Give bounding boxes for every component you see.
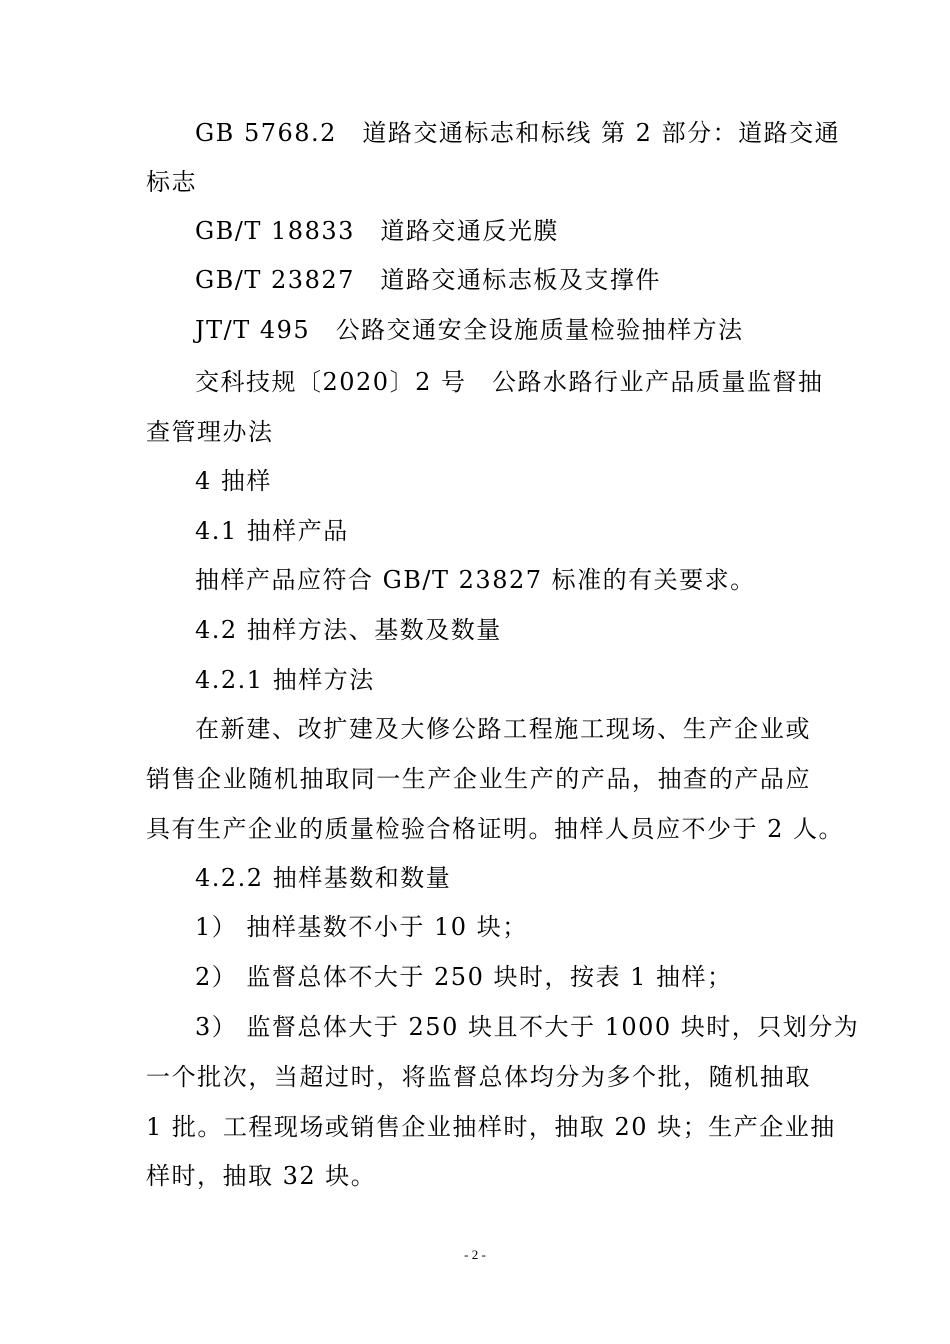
paragraph-sampling-method-line1: 在新建、改扩建及大修公路工程施工现场、生产企业或 (195, 715, 811, 743)
section-heading-4-2-1: 4.2.1 抽样方法 (195, 666, 375, 694)
section-heading-4-2-2: 4.2.2 抽样基数和数量 (195, 864, 452, 892)
list-item-3-line4: 样时，抽取 32 块。 (146, 1162, 377, 1190)
reference-gb5768-line1: GB 5768.2 道路交通标志和标线 第 2 部分：道路交通 (195, 119, 841, 147)
list-item-3-line2: 一个批次，当超过时，将监督总体均分为多个批，随机抽取 (146, 1063, 811, 1091)
paragraph-sampling-method-line2: 销售企业随机抽取同一生产企业生产的产品，抽查的产品应 (146, 765, 811, 793)
list-item-2: 2） 监督总体不大于 250 块时，按表 1 抽样； (195, 963, 733, 991)
reference-gbt23827: GB/T 23827 道路交通标志板及支撑件 (195, 266, 661, 294)
paragraph-sampling-method-line3: 具有生产企业的质量检验合格证明。抽样人员应不少于 2 人。 (146, 815, 845, 843)
page-number: - 2 - (464, 1247, 486, 1262)
reference-gbt18833: GB/T 18833 道路交通反光膜 (195, 217, 559, 245)
section-heading-4-2: 4.2 抽样方法、基数及数量 (195, 616, 502, 644)
list-item-1: 1） 抽样基数不小于 10 块； (195, 913, 528, 941)
reference-regulation-line1: 交科技规〔2020〕2 号 公路水路行业产品质量监督抽 (195, 368, 824, 396)
list-item-3-line3: 1 批。工程现场或销售企业抽样时，抽取 20 块；生产企业抽 (146, 1113, 836, 1141)
section-heading-4: 4 抽样 (195, 467, 272, 495)
reference-gb5768-line2: 标志 (146, 168, 197, 196)
reference-jtt495: JT/T 495 公路交通安全设施质量检验抽样方法 (195, 316, 744, 344)
list-item-3-line1: 3） 监督总体大于 250 块且不大于 1000 块时，只划分为 (195, 1013, 860, 1041)
section-heading-4-1: 4.1 抽样产品 (195, 517, 349, 545)
paragraph-sample-products: 抽样产品应符合 GB/T 23827 标准的有关要求。 (195, 566, 756, 594)
reference-regulation-line2: 查管理办法 (146, 418, 274, 446)
